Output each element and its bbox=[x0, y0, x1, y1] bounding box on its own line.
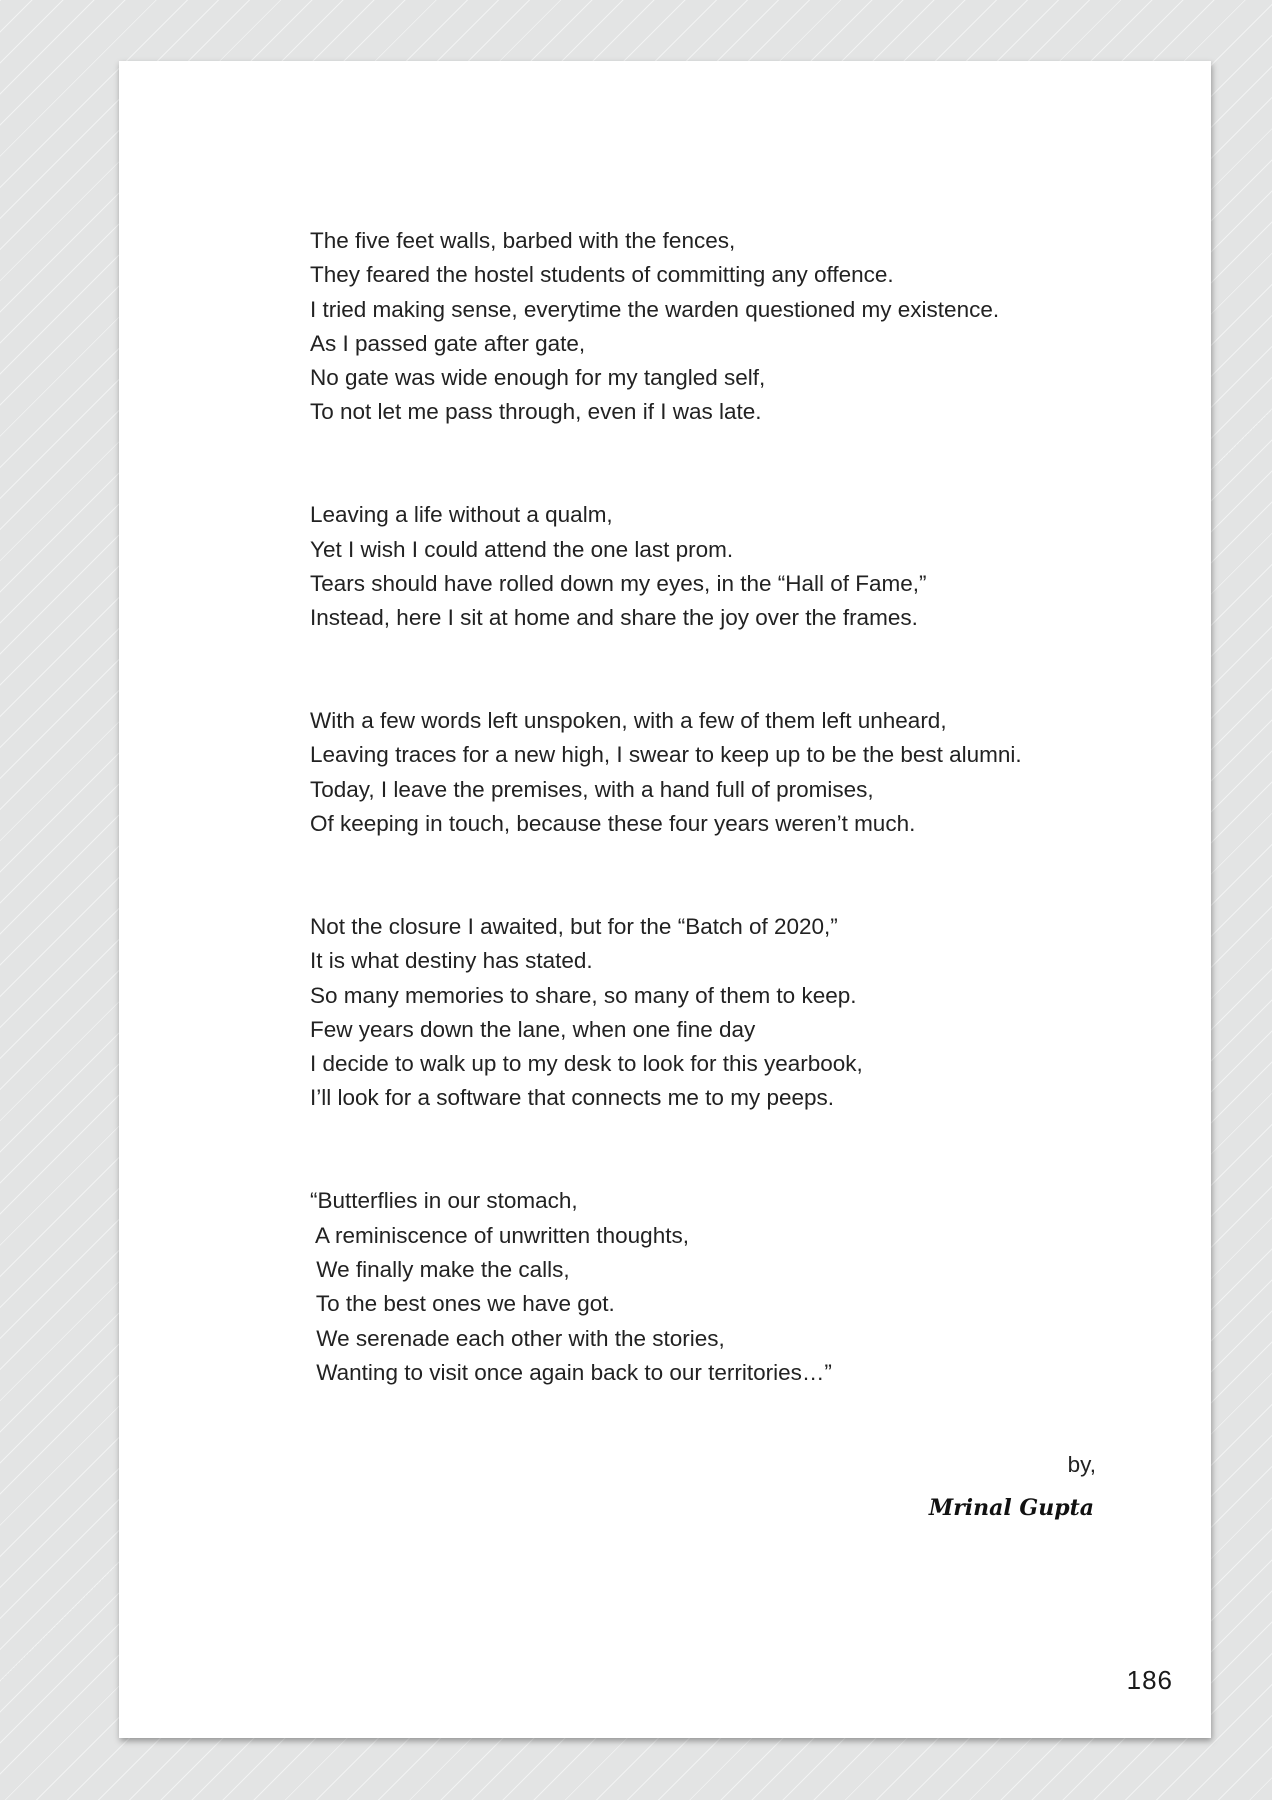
poem-line: It is what destiny has stated. bbox=[310, 948, 593, 974]
poem-line: Leaving traces for a new high, I swear to keep up to be the best alumni. bbox=[310, 742, 1022, 768]
poem-line: With a few words left unspoken, with a few of them left unheard, bbox=[310, 708, 947, 734]
poem-line: Leaving a life without a qualm, bbox=[310, 502, 613, 528]
poem-stanza bbox=[310, 224, 1110, 430]
poem-stanza bbox=[310, 704, 1110, 841]
poem-line: To the best ones we have got. bbox=[310, 1291, 615, 1317]
poem-line: I’ll look for a software that connects me to my peeps. bbox=[310, 1085, 834, 1111]
poem-line: No gate was wide enough for my tangled self, bbox=[310, 365, 766, 391]
poem-line: Wanting to visit once again back to our territories…” bbox=[310, 1359, 832, 1385]
author-signature bbox=[896, 1485, 1096, 1525]
poem-line: Few years down the lane, when one fine day bbox=[310, 1016, 756, 1042]
poem-stanza bbox=[310, 910, 1110, 1116]
poem-stanza bbox=[310, 1184, 1110, 1390]
document-page bbox=[119, 61, 1211, 1738]
poem-line: A reminiscence of unwritten thoughts, bbox=[310, 1222, 689, 1248]
poem-line: Instead, here I sit at home and share the joy over the frames. bbox=[310, 605, 918, 631]
poem-line: Today, I leave the premises, with a hand full of promises, bbox=[310, 776, 874, 802]
poem-line: I decide to walk up to my desk to look for this yearbook, bbox=[310, 1051, 863, 1077]
poem-line: To not let me pass through, even if I was late. bbox=[310, 399, 762, 425]
poem-line: The five feet walls, barbed with the fences, bbox=[310, 228, 736, 253]
poem-line: As I passed gate after gate, bbox=[310, 330, 586, 356]
poem-line: Yet I wish I could attend the one last prom. bbox=[310, 536, 734, 562]
poem-line: Not the closure I awaited, but for the “Batch of 2020,” bbox=[310, 913, 838, 939]
poem-body bbox=[310, 224, 1110, 1390]
poem-line: I tried making sense, everytime the warden questioned my existence. bbox=[310, 296, 1000, 322]
poem-line: So many memories to share, so many of them to keep. bbox=[310, 982, 857, 1008]
author-signature-text: Mrinal Gupta bbox=[928, 1495, 1094, 1521]
page-number: 186 bbox=[1126, 1665, 1173, 1695]
poem-line: They feared the hostel students of committing any offence. bbox=[310, 262, 894, 288]
poem-line: We serenade each other with the stories, bbox=[310, 1325, 725, 1351]
poem-line: Tears should have rolled down my eyes, in the “Hall of Fame,” bbox=[310, 570, 927, 596]
poem-line: Of keeping in touch, because these four years weren’t much. bbox=[310, 811, 916, 837]
poem-line: We finally make the calls, bbox=[310, 1256, 570, 1282]
poem-line: “Butterflies in our stomach, bbox=[310, 1188, 578, 1214]
byline: by, bbox=[1067, 1452, 1096, 1477]
poem-stanza bbox=[310, 498, 1110, 635]
